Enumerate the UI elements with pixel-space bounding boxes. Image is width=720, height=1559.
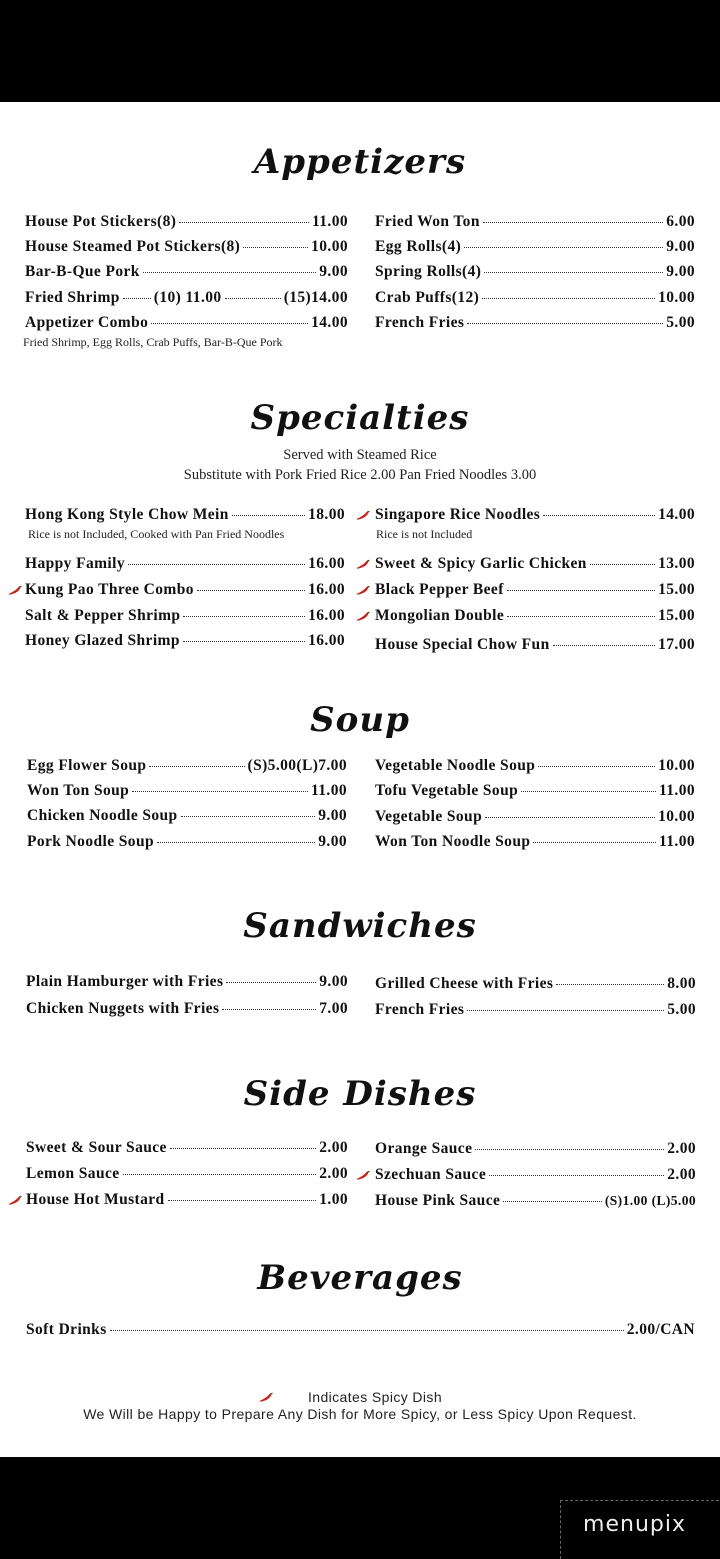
item-price: 16.00: [308, 632, 345, 649]
leader-dots: [467, 1009, 664, 1011]
leader-dots: [143, 271, 316, 273]
item-price: 10.00: [658, 289, 695, 306]
leader-dots: [123, 1173, 317, 1175]
item-name: Bar-B-Que Pork: [25, 263, 140, 280]
item-price: 1.00: [319, 1191, 348, 1208]
menu-item: [26, 1321, 695, 1339]
item-name: Hong Kong Style Chow Mein: [25, 506, 229, 523]
item-price: 14.00: [658, 506, 695, 523]
leader-dots: [484, 271, 663, 273]
item-price: (S)1.00 (L)5.00: [604, 1193, 696, 1208]
item-name: Singapore Rice Noodles: [375, 506, 541, 523]
menu-item: [25, 238, 348, 256]
item-price: 10.00: [311, 238, 348, 255]
item-note: Fried Shrimp, Egg Rolls, Crab Puffs, Bar-B-Que Pork: [23, 335, 283, 349]
menu-item: [26, 973, 348, 991]
chili-icon: [356, 611, 370, 621]
item-name: Honey Glazed Shrimp: [25, 632, 180, 649]
item-price: (S)5.00(L)7.00: [247, 757, 347, 774]
item-name: House Steamed Pot Stickers(8): [25, 238, 241, 255]
menu-item: [25, 213, 348, 231]
item-price: 15.00: [658, 581, 695, 598]
item-price: 5.00: [667, 1001, 696, 1018]
menu-item: [375, 607, 695, 625]
leader-dots: [179, 221, 309, 223]
leader-dots: [183, 640, 305, 642]
leader-dots: [110, 1329, 624, 1331]
menu-item: [375, 1192, 696, 1210]
leader-dots: [483, 221, 663, 223]
item-name: Soft Drinks: [26, 1321, 107, 1338]
item-name: Lemon Sauce: [26, 1165, 120, 1182]
item-name: Crab Puffs(12): [375, 289, 480, 306]
leader-dots: [183, 615, 305, 617]
chili-icon: [356, 585, 370, 595]
specialties-substitution: Substitute with Pork Fried Rice 2.00 Pan Fried Noodles 3.00: [183, 467, 537, 483]
leader-dots: [225, 297, 281, 299]
item-name: Plain Hamburger with Fries: [26, 973, 224, 990]
leader-dots: [590, 563, 655, 565]
item-price: 18.00: [308, 506, 345, 523]
item-name: Sweet & Sour Sauce: [26, 1139, 167, 1156]
menu-item: [375, 555, 695, 573]
item-note: Rice is not Included: [376, 527, 473, 541]
menu-item: [375, 314, 695, 332]
spicy-legend: Indicates Spicy Dish: [307, 1389, 443, 1405]
leader-dots: [538, 765, 655, 767]
item-name: House Pot Stickers(8): [25, 213, 177, 230]
item-price: 11.00: [658, 833, 695, 850]
item-name: Fried Won Ton: [375, 213, 480, 230]
leader-dots: [149, 765, 244, 767]
menu-item: [27, 807, 347, 825]
menu-item: [375, 1166, 696, 1184]
leader-dots: [232, 514, 305, 516]
menu-item: [375, 782, 695, 800]
leader-dots: [464, 246, 663, 248]
section-title-sandwiches: Sandwiches: [243, 906, 477, 946]
item-price-large: (15)14.00: [283, 289, 348, 306]
item-price: 7.00: [319, 1000, 348, 1017]
leader-dots: [533, 841, 656, 843]
menu-item: [26, 1165, 348, 1183]
item-price: 17.00: [658, 636, 695, 653]
section-title-specialties: Specialties: [250, 398, 470, 438]
item-name: Egg Flower Soup: [27, 757, 147, 774]
item-name: Tofu Vegetable Soup: [375, 782, 519, 799]
item-price: 13.00: [658, 555, 695, 572]
section-title-side-dishes: Side Dishes: [243, 1074, 477, 1114]
item-name: French Fries: [375, 1001, 465, 1018]
menu-item: [375, 263, 695, 281]
leader-dots: [489, 1174, 664, 1176]
menu-item: [375, 1001, 696, 1019]
item-name: Egg Rolls(4): [375, 238, 462, 255]
menu-item: [26, 1191, 348, 1209]
menu-item: [25, 555, 345, 573]
item-price: 9.00: [319, 263, 348, 280]
leader-dots: [553, 644, 656, 646]
menu-item: [25, 263, 348, 281]
item-price: 2.00: [319, 1139, 348, 1156]
item-price: 2.00/CAN: [626, 1321, 695, 1338]
menu-item: [25, 632, 345, 650]
item-name: Vegetable Soup: [375, 808, 483, 825]
item-name: Appetizer Combo: [25, 314, 149, 331]
leader-dots: [475, 1148, 664, 1150]
item-name: House Pink Sauce: [375, 1192, 501, 1209]
item-name: Salt & Pepper Shrimp: [25, 607, 181, 624]
item-price: 11.00: [310, 782, 347, 799]
menu-item: [25, 581, 345, 599]
menupix-logo: menupix: [583, 1512, 686, 1537]
menu-item: [375, 808, 695, 826]
menu-item: [27, 757, 347, 775]
leader-dots: [128, 563, 305, 565]
item-price: 8.00: [667, 975, 696, 992]
menu-item: [375, 757, 695, 775]
item-price: 15.00: [658, 607, 695, 624]
item-price: 5.00: [666, 314, 695, 331]
item-name: House Hot Mustard: [26, 1191, 165, 1208]
menu-item: [26, 1139, 348, 1157]
item-name: Black Pepper Beef: [375, 581, 504, 598]
section-title-soup: Soup: [310, 700, 410, 740]
leader-dots: [507, 589, 655, 591]
item-price: 9.00: [318, 833, 347, 850]
leader-dots: [243, 246, 308, 248]
item-name: Happy Family: [25, 555, 125, 572]
leader-dots: [467, 322, 663, 324]
menu-item: [25, 506, 345, 524]
item-price: 9.00: [318, 807, 347, 824]
menu-item: [375, 1140, 696, 1158]
leader-dots: [556, 983, 664, 985]
leader-dots: [222, 1008, 316, 1010]
leader-dots: [482, 297, 655, 299]
section-title-appetizers: Appetizers: [253, 142, 467, 182]
menu-item: [25, 607, 345, 625]
specialties-subtitle: Served with Steamed Rice: [283, 447, 437, 463]
item-price: 14.00: [311, 314, 348, 331]
item-note: Rice is not Included, Cooked with Pan Fried Noodles: [28, 527, 285, 541]
item-price: 16.00: [308, 555, 345, 572]
leader-dots: [503, 1200, 602, 1202]
leader-dots: [170, 1147, 316, 1149]
leader-dots: [151, 322, 308, 324]
item-name: Chicken Nuggets with Fries: [26, 1000, 220, 1017]
item-price: 6.00: [666, 213, 695, 230]
menu-page: [0, 102, 720, 1457]
item-price-small: (10) 11.00: [153, 289, 222, 306]
leader-dots: [168, 1199, 317, 1201]
menu-item: [375, 581, 695, 599]
menu-item: [375, 833, 695, 851]
menu-item: [25, 314, 348, 332]
item-name: Szechuan Sauce: [375, 1166, 487, 1183]
item-price: 16.00: [308, 607, 345, 624]
menu-item: [375, 213, 695, 231]
item-name: Kung Pao Three Combo: [25, 581, 194, 598]
item-name: Vegetable Noodle Soup: [375, 757, 536, 774]
chili-icon: [356, 559, 370, 569]
chili-icon: [8, 585, 22, 595]
item-name: Won Ton Noodle Soup: [375, 833, 531, 850]
menu-item: [375, 289, 695, 307]
item-price: 11.00: [311, 213, 348, 230]
menu-item: [375, 636, 695, 654]
leader-dots: [181, 815, 316, 817]
menu-item: [27, 782, 347, 800]
item-price: 16.00: [308, 581, 345, 598]
item-price: 2.00: [667, 1140, 696, 1157]
leader-dots: [132, 790, 308, 792]
menu-item: [375, 506, 695, 524]
item-name: Pork Noodle Soup: [27, 833, 154, 850]
item-price: 2.00: [319, 1165, 348, 1182]
item-price: 2.00: [667, 1166, 696, 1183]
menu-item: [27, 833, 347, 851]
chili-icon: [356, 510, 370, 520]
spicy-request-note: We Will be Happy to Prepare Any Dish for More Spicy, or Less Spicy Upon Request.: [83, 1406, 637, 1422]
chili-icon: [8, 1195, 22, 1205]
chili-icon: [356, 1170, 370, 1180]
item-price: 10.00: [658, 808, 695, 825]
leader-dots: [157, 841, 315, 843]
menu-item: [375, 975, 696, 993]
item-price: 9.00: [666, 238, 695, 255]
item-name: Grilled Cheese with Fries: [375, 975, 554, 992]
section-title-beverages: Beverages: [257, 1258, 463, 1298]
item-price: 11.00: [658, 782, 695, 799]
item-price: 9.00: [666, 263, 695, 280]
menu-item: [26, 1000, 348, 1018]
leader-dots: [521, 790, 656, 792]
leader-dots: [197, 589, 305, 591]
item-price: 9.00: [319, 973, 348, 990]
menu-item: [25, 289, 348, 307]
leader-dots: [543, 514, 655, 516]
item-name: Spring Rolls(4): [375, 263, 482, 280]
item-name: French Fries: [375, 314, 465, 331]
item-name: Chicken Noodle Soup: [27, 807, 178, 824]
leader-dots: [507, 615, 655, 617]
item-name: Orange Sauce: [375, 1140, 473, 1157]
item-name: Mongolian Double: [375, 607, 505, 624]
leader-dots: [485, 816, 655, 818]
item-name: Fried Shrimp: [25, 289, 120, 306]
item-name: Sweet & Spicy Garlic Chicken: [375, 555, 587, 572]
item-name: House Special Chow Fun: [375, 636, 550, 653]
menu-item: [375, 238, 695, 256]
item-price: 10.00: [658, 757, 695, 774]
leader-dots: [226, 981, 316, 983]
item-name: Won Ton Soup: [27, 782, 130, 799]
leader-dots: [123, 297, 151, 299]
